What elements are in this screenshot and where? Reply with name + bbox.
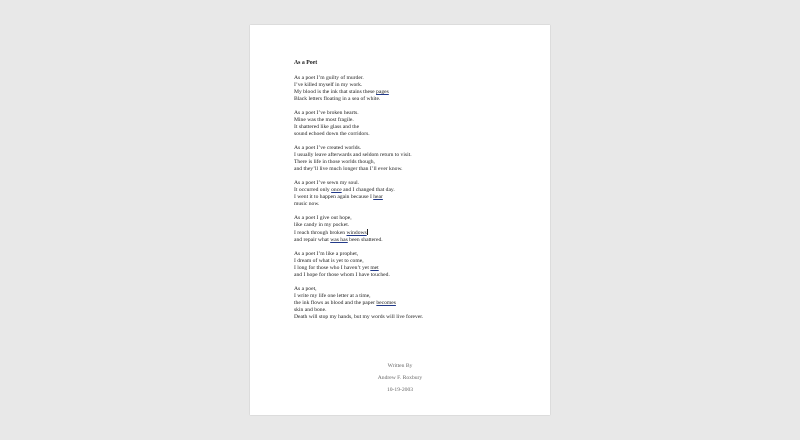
- poem-line: [294, 194, 534, 201]
- poem-line: and they’ll live much longer than I’ll ever know.: [294, 166, 403, 172]
- poem-line: skin and bone.: [294, 307, 327, 313]
- poem-stanzas: [294, 75, 534, 321]
- poem-line: As a poet I’ve created worlds.: [294, 145, 362, 151]
- underlined-word: windows: [346, 230, 367, 236]
- line-text: It occurred only: [294, 187, 332, 193]
- line-text: My blood is the ink that stains these: [294, 89, 377, 95]
- poem-line: As a poet I’ve sewn my soul.: [294, 180, 360, 186]
- text-cursor: [367, 229, 368, 235]
- poem-line: [294, 237, 534, 244]
- poem-line: Mine was the most fragile.: [294, 117, 354, 123]
- stanza: [294, 215, 534, 244]
- poem-line: sound echoed down the corridors.: [294, 131, 370, 137]
- poem-line: As a poet I’m like a prophet,: [294, 251, 359, 257]
- line-text: I reach through broken: [294, 230, 347, 236]
- underlined-word: becomes: [376, 300, 396, 306]
- poem-line: [294, 89, 534, 96]
- poem-line: As a poet I give out hope,: [294, 215, 352, 221]
- poem-line: music now.: [294, 201, 320, 207]
- poem-line: As a poet I’m guilty of murder.: [294, 75, 364, 81]
- poem-title: As a Poet: [294, 60, 318, 66]
- poem-line: and I hope for those whom I have touched.: [294, 272, 390, 278]
- poem-line: I usually leave afterwards and seldom return to visit.: [294, 152, 412, 158]
- poem-line: As a poet I’ve broken hearts.: [294, 110, 359, 116]
- document-footer: [250, 363, 550, 399]
- underlined-word: once: [331, 187, 342, 193]
- poem-line: [294, 229, 534, 237]
- stanza: [294, 286, 534, 321]
- line-text: the ink flows as blood and the paper: [294, 300, 377, 306]
- poem-line: like candy in my pocket.: [294, 222, 350, 228]
- poem-line: [294, 187, 534, 194]
- document-body[interactable]: [294, 60, 534, 328]
- poem-line: Black letters floating in a sea of white.: [294, 96, 381, 102]
- document-page: [250, 25, 550, 415]
- stanza: [294, 110, 534, 138]
- line-text: I long for those who I haven’t yet: [294, 265, 371, 271]
- stanza: [294, 251, 534, 279]
- poem-line: I dream of what is yet to come,: [294, 258, 364, 264]
- poem-line: I’ve killed myself in my work.: [294, 82, 363, 88]
- written-by-label: Written By: [387, 363, 413, 369]
- line-text: and repair what: [294, 237, 331, 243]
- document-date: 10-19-2003: [386, 387, 414, 393]
- line-text: and I changed that day.: [341, 187, 395, 193]
- underlined-word: hear: [373, 194, 383, 200]
- poem-line: I write my life one letter at a time,: [294, 293, 371, 299]
- stanza: [294, 145, 534, 173]
- poem-line: [294, 265, 534, 272]
- underlined-word: was has: [330, 237, 348, 243]
- underlined-word: pages: [376, 89, 389, 95]
- poem-line: As a poet,: [294, 286, 317, 292]
- stanza: [294, 180, 534, 208]
- stanza: [294, 75, 534, 103]
- poem-line: Death will stop my hands, but my words will live forever.: [294, 314, 424, 320]
- line-text: been shattered.: [347, 237, 383, 243]
- poem-line: [294, 300, 534, 307]
- line-text: I went it to happen again because I: [294, 194, 374, 200]
- author-name: Andrew F. Roxbury: [377, 375, 423, 381]
- poem-line: There is life in those worlds though,: [294, 159, 375, 165]
- poem-line: It shattered like glass and the: [294, 124, 360, 130]
- underlined-word: met: [370, 265, 379, 271]
